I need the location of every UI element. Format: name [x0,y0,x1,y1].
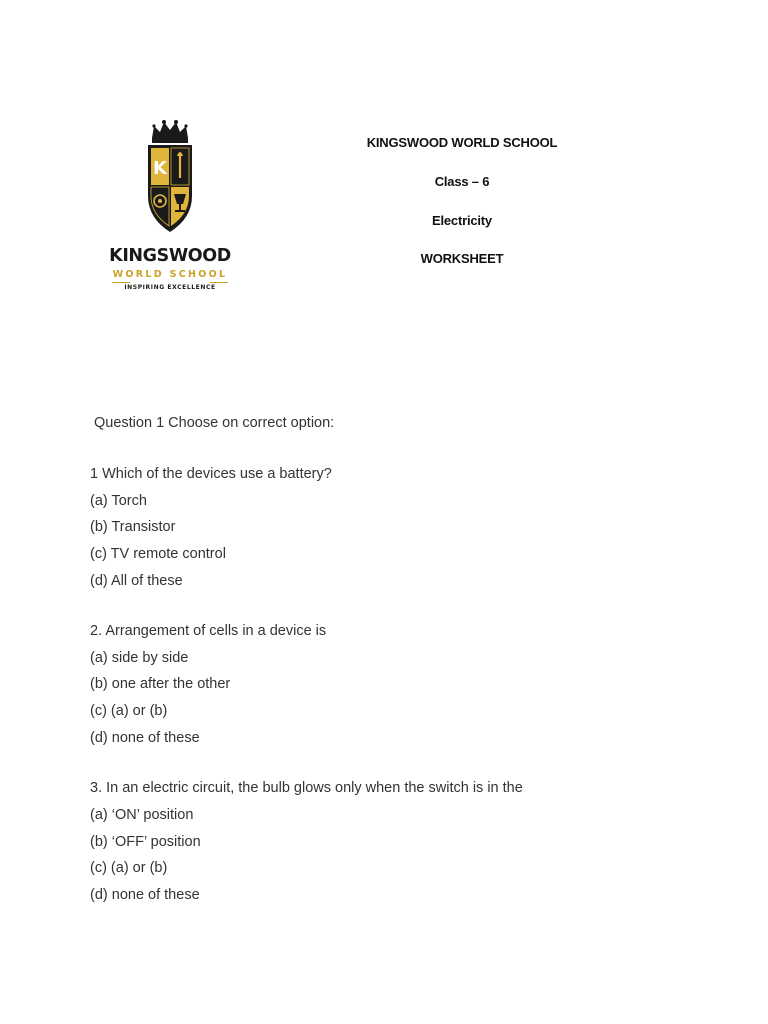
question-3-text: 3. In an electric circuit, the bulb glows only when the switch is in the [90,780,523,796]
logo-name: KINGSWOOD [109,246,231,266]
subject-label: Electricity [432,213,492,228]
question-3-option-b: (b) ‘OFF’ position [90,834,201,850]
section-title: Question 1 Choose on correct option: [94,415,335,431]
question-2-option-d: (d) none of these [90,730,200,746]
school-name: KINGSWOOD WORLD SCHOOL [366,135,558,150]
question-3-option-c: (c) (a) or (b) [90,860,168,876]
logo-tagline: INSPIRING EXCELLENCE [124,284,216,291]
worksheet-label: WORKSHEET [420,251,504,266]
question-1-text: 1 Which of the devices use a battery? [90,466,332,482]
class-label: Class – 6 [434,174,490,189]
crest-letter: K [153,158,167,179]
logo-subtitle: WORLD SCHOOL [112,269,228,280]
question-2-option-b: (b) one after the other [90,676,231,692]
question-1-option-b: (b) Transistor [90,519,176,535]
question-1-option-a: (a) Torch [90,493,147,509]
question-2-option-c: (c) (a) or (b) [90,703,168,719]
school-logo [108,118,232,300]
crest-icon [108,118,232,240]
question-2-text: 2. Arrangement of cells in a device is [90,623,327,639]
question-3-option-a: (a) ‘ON’ position [90,807,194,823]
logo-rule-right [210,282,228,283]
question-3-option-d: (d) none of these [90,887,200,903]
question-2-option-a: (a) side by side [90,650,189,666]
logo-rule-left [112,282,130,283]
question-1-option-c: (c) TV remote control [90,546,226,562]
question-1-option-d: (d) All of these [90,573,183,589]
